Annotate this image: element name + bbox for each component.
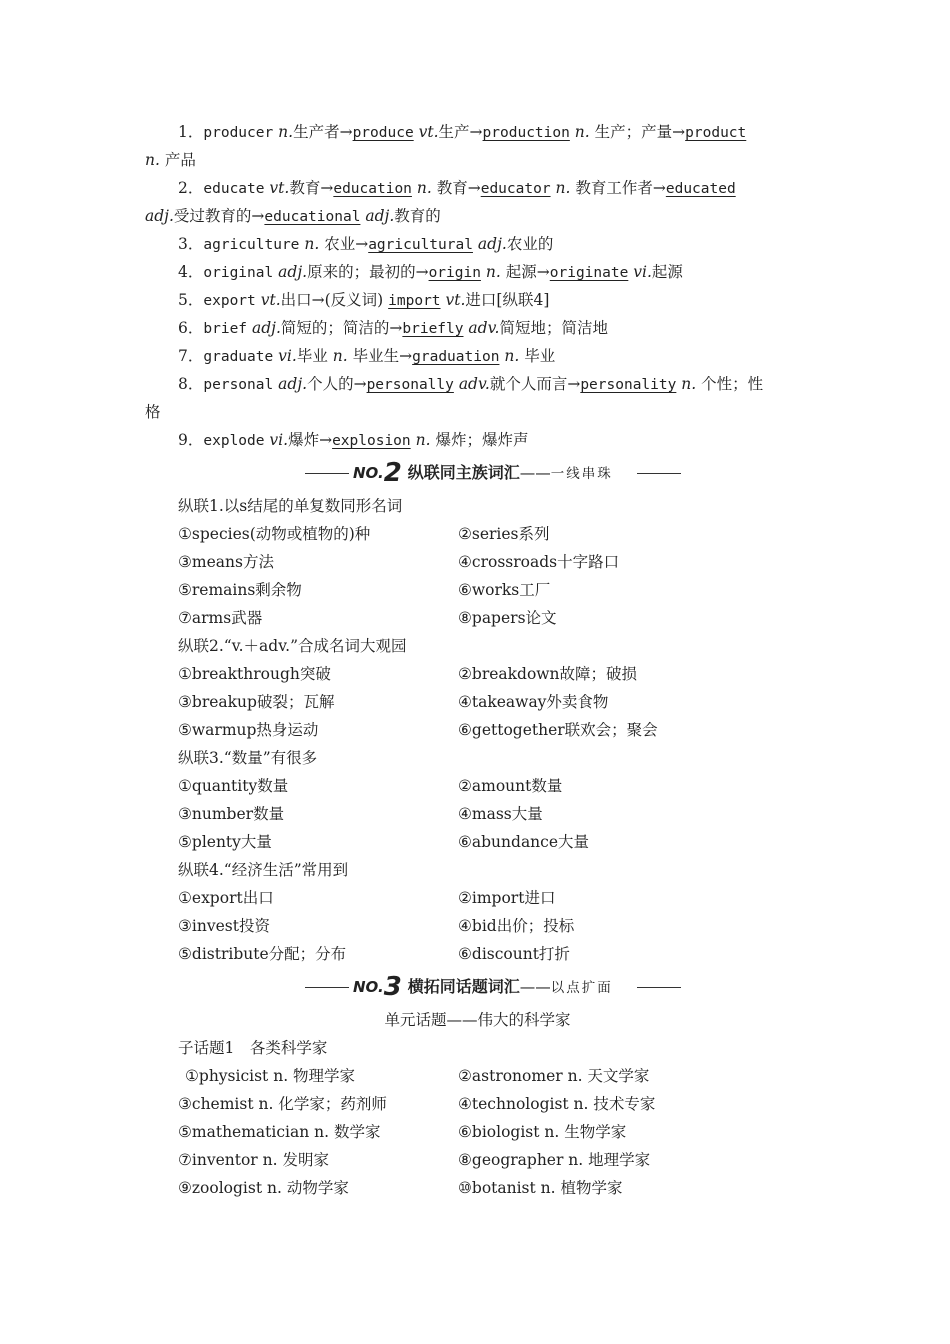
vocab-item-continued — [145, 146, 810, 174]
subtopic-title: 子话题1 各类科学家 — [178, 1039, 328, 1057]
group-title: 纵联1.以s结尾的单复数同形名词 — [178, 497, 403, 515]
list-item: ②astronomer n. 天文学家 — [458, 1067, 650, 1085]
answer: personality — [580, 377, 677, 393]
section-subtitle: 一线串珠 — [550, 466, 613, 482]
heading-rule-left — [305, 987, 349, 988]
meaning: 受过教育的→ — [173, 207, 265, 225]
list-item: ⑥biologist n. 生物学家 — [458, 1123, 627, 1141]
headword: brief — [203, 321, 248, 337]
vocab-item-continued — [145, 398, 810, 426]
item-row — [145, 576, 810, 604]
group-title: 纵联3.“数量”有很多 — [178, 749, 318, 767]
meaning: 爆炸→ — [288, 431, 333, 449]
list-item: ⑤remains剩余物 — [178, 581, 302, 599]
item-row — [145, 912, 810, 940]
group-title: 纵联4.“经济生活”常用到 — [178, 861, 349, 879]
list-item: ①export出口 — [178, 889, 274, 907]
pos: n. — [416, 179, 432, 197]
section-dash: —— — [519, 464, 551, 482]
list-item: ④crossroads十字路口 — [458, 553, 620, 571]
meaning: 农业的 — [506, 235, 554, 253]
answer: product — [685, 125, 747, 141]
item-row — [145, 716, 810, 744]
list-item: ④mass大量 — [458, 805, 543, 823]
heading-rule-left — [305, 473, 349, 474]
heading-label — [353, 456, 613, 491]
item-row — [145, 604, 810, 632]
list-item: ⑨zoologist n. 动物学家 — [178, 1179, 349, 1197]
list-item: ②breakdown故障；破损 — [458, 665, 638, 683]
list-item: ③invest投资 — [178, 917, 270, 935]
vocab-item — [145, 286, 810, 314]
answer: educational — [264, 209, 361, 225]
section-number: 2 — [383, 458, 402, 488]
pos: adj. — [278, 263, 308, 281]
list-item: ⑥works工厂 — [458, 581, 551, 599]
pos: vi. — [269, 431, 289, 449]
list-item: ②amount数量 — [458, 777, 563, 795]
meaning: 生产者→ — [293, 123, 353, 141]
meaning: 毕业 — [296, 347, 328, 365]
heading-rule-right — [637, 987, 681, 988]
meaning: 个人的→ — [307, 375, 367, 393]
item-row — [145, 1090, 810, 1118]
headword: explode — [203, 433, 265, 449]
pos: n. — [145, 151, 160, 169]
section-heading-3 — [145, 970, 810, 1004]
headword: agriculture — [203, 237, 300, 253]
section-title: 横拓同话题词汇 — [407, 977, 520, 996]
list-item: ⑩botanist n. 植物学家 — [458, 1179, 623, 1197]
section-no: NO. — [353, 464, 384, 482]
list-item: ⑥discount打折 — [458, 945, 570, 963]
meaning: 起源→ — [505, 263, 550, 281]
pos: adj. — [278, 375, 308, 393]
section-number: 3 — [383, 972, 402, 1002]
pos: vi. — [633, 263, 652, 281]
meaning: 起源 — [651, 263, 683, 281]
pos: n. — [555, 179, 571, 197]
list-item: ④bid出价；投标 — [458, 917, 575, 935]
meaning: 个性；性 — [701, 375, 764, 393]
item-number: 3． — [178, 235, 204, 253]
pos: vt. — [269, 179, 290, 197]
vocab-item — [145, 174, 810, 202]
pos: n. — [332, 347, 348, 365]
item-row — [145, 940, 810, 968]
headword: personal — [203, 377, 274, 393]
pos: adj. — [251, 319, 281, 337]
answer: educator — [480, 181, 551, 197]
list-item: ⑥abundance大量 — [458, 833, 590, 851]
vocab-item — [145, 342, 810, 370]
meaning: 进口[纵联4] — [465, 291, 550, 309]
list-item: ⑤mathematician n. 数学家 — [178, 1123, 381, 1141]
list-item: ④takeaway外卖食物 — [458, 693, 609, 711]
answer: originate — [549, 265, 629, 281]
vocab-item — [145, 230, 810, 258]
section-title: 纵联同主族词汇 — [407, 463, 520, 482]
meaning: 就个人而言→ — [489, 375, 581, 393]
list-item: ⑤warmup热身运动 — [178, 721, 319, 739]
list-item: ③number数量 — [178, 805, 285, 823]
answer: explosion — [332, 433, 411, 449]
item-number: 7． — [178, 347, 204, 365]
section-heading-2 — [145, 456, 810, 490]
vocab-item — [145, 118, 810, 146]
list-item: ⑧papers论文 — [458, 609, 557, 627]
pos: n. — [278, 123, 294, 141]
item-row — [145, 800, 810, 828]
list-item: ⑥gettogether联欢会；聚会 — [458, 721, 658, 739]
pos: vt. — [445, 291, 466, 309]
list-item: ⑤plenty大量 — [178, 833, 272, 851]
headword: producer — [203, 125, 274, 141]
heading-rule-right — [637, 473, 681, 474]
list-item: ⑧geographer n. 地理学家 — [458, 1151, 651, 1169]
answer: graduation — [412, 349, 500, 365]
pos: adj. — [477, 235, 507, 253]
meaning: 毕业生→ — [352, 347, 413, 365]
meaning: 教育的 — [394, 207, 441, 225]
list-item: ②import进口 — [458, 889, 556, 907]
answer: educated — [665, 181, 736, 197]
item-number: 6． — [178, 319, 204, 337]
vocab-item — [145, 370, 810, 398]
pos: n. — [415, 431, 431, 449]
item-row — [145, 1146, 810, 1174]
answer: agricultural — [368, 237, 473, 253]
item-row — [145, 688, 810, 716]
pos: adv. — [458, 375, 490, 393]
list-item: ③breakup破裂；瓦解 — [178, 693, 335, 711]
meaning: 教育工作者→ — [575, 179, 666, 197]
list-item: ②series系列 — [458, 525, 550, 543]
item-row — [145, 828, 810, 856]
list-item: ⑦inventor n. 发明家 — [178, 1151, 329, 1169]
pos: n. — [681, 375, 697, 393]
list-item: ⑦arms武器 — [178, 609, 263, 627]
item-number: 1． — [178, 123, 204, 141]
meaning: 原来的；最初的→ — [307, 263, 429, 281]
meaning: 简短的；简洁的→ — [280, 319, 403, 337]
list-item: ①quantity数量 — [178, 777, 289, 795]
answer: produce — [352, 125, 414, 141]
list-item: ③means方法 — [178, 553, 274, 571]
pos: vt. — [260, 291, 281, 309]
headword: export — [203, 293, 256, 309]
unit-topic: 单元话题——伟大的科学家 — [384, 1011, 571, 1029]
pos: adv. — [468, 319, 500, 337]
item-row — [145, 1174, 810, 1202]
item-row — [145, 1118, 810, 1146]
vocab-item — [145, 314, 810, 342]
answer: briefly — [402, 321, 464, 337]
item-number: 9． — [178, 431, 204, 449]
vocab-item — [145, 426, 810, 454]
item-row — [145, 548, 810, 576]
headword: original — [203, 265, 274, 281]
pos: n. — [304, 235, 320, 253]
pos: adj. — [145, 207, 174, 225]
item-number: 2． — [178, 179, 204, 197]
list-item: ①breakthrough突破 — [178, 665, 331, 683]
answer: production — [482, 125, 570, 141]
headword: educate — [203, 181, 265, 197]
item-row — [145, 884, 810, 912]
item-number: 8． — [178, 375, 204, 393]
item-row — [145, 1062, 810, 1090]
pos: n. — [574, 123, 590, 141]
item-number: 4． — [178, 263, 204, 281]
meaning: 生产；产量→ — [594, 123, 686, 141]
meaning: 农业→ — [324, 235, 369, 253]
list-item: ③chemist n. 化学家；药剂师 — [178, 1095, 387, 1113]
vocab-item-continued — [145, 202, 810, 230]
item-row — [145, 660, 810, 688]
section-subtitle: 以点扩面 — [550, 980, 613, 996]
group-title: 纵联2.“v.＋adv.”合成名词大观园 — [178, 637, 407, 655]
meaning: 教育→ — [436, 179, 481, 197]
meaning: 产品 — [164, 151, 196, 169]
list-item: ⑤distribute分配；分布 — [178, 945, 347, 963]
item-number: 5． — [178, 291, 204, 309]
heading-label — [353, 970, 613, 1005]
answer: import — [388, 293, 441, 309]
pos: vi. — [278, 347, 297, 365]
pos: vt. — [418, 123, 439, 141]
section-no: NO. — [353, 978, 384, 996]
list-item: ④technologist n. 技术专家 — [458, 1095, 656, 1113]
list-item: ①physicist n. 物理学家 — [185, 1067, 356, 1085]
meaning: 教育→ — [289, 179, 334, 197]
vocab-item — [145, 258, 810, 286]
pos: n. — [504, 347, 520, 365]
headword: graduate — [203, 349, 274, 365]
section-dash: —— — [519, 978, 551, 996]
meaning: 爆炸；爆炸声 — [435, 431, 529, 449]
item-row — [145, 520, 810, 548]
pos: n. — [485, 263, 501, 281]
answer: education — [333, 181, 412, 197]
answer: personally — [366, 377, 454, 393]
list-item: ①species(动物或植物的)种 — [178, 525, 371, 543]
meaning: 格 — [145, 403, 161, 421]
item-row — [145, 772, 810, 800]
meaning: 简短地；简洁地 — [499, 319, 608, 337]
meaning: 毕业 — [524, 347, 556, 365]
document — [145, 118, 810, 1202]
meaning: 出口→(反义词) — [280, 291, 384, 309]
pos: adj. — [365, 207, 395, 225]
meaning: 生产→ — [438, 123, 483, 141]
answer: origin — [428, 265, 481, 281]
